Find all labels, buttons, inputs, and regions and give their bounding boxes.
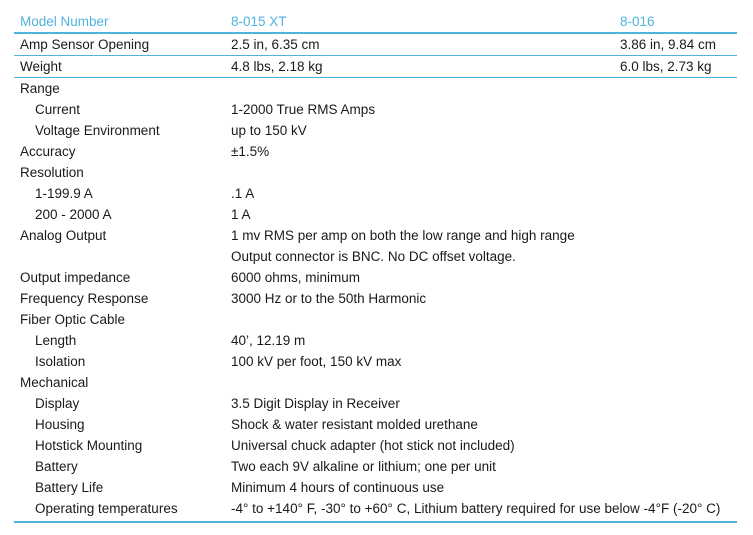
row-value-a: 40’, 12.19 m: [231, 333, 306, 348]
table-row: [14, 99, 737, 120]
row-value-a: 1-2000 True RMS Amps: [231, 102, 376, 117]
row-value-a: Minimum 4 hours of continuous use: [231, 480, 445, 495]
row-value-a: Universal chuck adapter (hot stick not included): [231, 438, 515, 453]
row-label: Accuracy: [20, 144, 76, 159]
table-row: [14, 120, 737, 141]
table-row: [14, 435, 737, 456]
row-label: Range: [20, 81, 60, 96]
table-header: [14, 10, 737, 34]
header-model-a: 8-015 XT: [231, 13, 287, 29]
table-row: [14, 477, 737, 498]
row-label: Frequency Response: [20, 291, 149, 306]
row-label: Mechanical: [20, 375, 89, 390]
table-row: [14, 204, 737, 225]
table-row: [14, 183, 737, 204]
table-row: [14, 267, 737, 288]
row-label: Isolation: [35, 354, 86, 369]
table-row: [14, 498, 737, 519]
row-value-a: 3000 Hz or to the 50th Harmonic: [231, 291, 427, 306]
row-value-a: 4.8 lbs, 2.18 kg: [231, 59, 323, 74]
row-label: Length: [35, 333, 77, 348]
table-row: [14, 309, 737, 330]
row-value-b: 3.86 in, 9.84 cm: [620, 37, 717, 52]
table-row: [14, 351, 737, 372]
row-label: Battery: [35, 459, 78, 474]
row-label: Housing: [35, 417, 85, 432]
row-value-a: 3.5 Digit Display in Receiver: [231, 396, 400, 411]
row-label: Resolution: [20, 165, 84, 180]
row-label: Operating temperatures: [35, 501, 178, 516]
row-label: Analog Output: [20, 228, 107, 243]
table-row: [14, 246, 737, 267]
row-label: 200 - 2000 A: [35, 207, 112, 222]
row-label: 1-199.9 A: [35, 186, 93, 201]
row-value-a: Two each 9V alkaline or lithium; one per unit: [231, 459, 496, 474]
table-row: [14, 34, 737, 56]
table-row: [14, 393, 737, 414]
header-model-b: 8-016: [620, 13, 655, 29]
table-row: [14, 456, 737, 477]
row-value-a: 2.5 in, 6.35 cm: [231, 37, 320, 52]
table-row: [14, 78, 737, 99]
table-row: [14, 330, 737, 351]
table-row: [14, 225, 737, 246]
row-value-a: 1 mv RMS per amp on both the low range and high range: [231, 228, 575, 243]
spec-table: [14, 10, 737, 523]
table-row: [14, 162, 737, 183]
row-label: Amp Sensor Opening: [20, 37, 150, 52]
row-label: Battery Life: [35, 480, 104, 495]
row-label: Weight: [20, 59, 62, 74]
table-row: [14, 288, 737, 309]
row-label: Output impedance: [20, 270, 131, 285]
row-value-a: .1 A: [231, 186, 255, 201]
row-value-a: Shock & water resistant molded urethane: [231, 417, 478, 432]
row-label: Display: [35, 396, 80, 411]
row-value-a: 100 kV per foot, 150 kV max: [231, 354, 402, 369]
row-value-a: 6000 ohms, minimum: [231, 270, 361, 285]
row-value-a: up to 150 kV: [231, 123, 307, 138]
table-row: [14, 141, 737, 162]
row-value-b: 6.0 lbs, 2.73 kg: [620, 59, 712, 74]
table-row: [14, 414, 737, 435]
row-value-a: Output connector is BNC. No DC offset voltage.: [231, 249, 516, 264]
row-value-a: ±1.5%: [231, 144, 270, 159]
table-row: [14, 372, 737, 393]
row-label: Voltage Environment: [35, 123, 160, 138]
header-model-number: Model Number: [20, 13, 109, 29]
row-value-a: 1 A: [231, 207, 251, 222]
table-row: [14, 56, 737, 78]
row-label: Current: [35, 102, 81, 117]
row-label: Fiber Optic Cable: [20, 312, 126, 327]
row-value-a: -4° to +140° F, -30° to +60° C, Lithium battery required for use below -4°F (-20° C): [231, 501, 721, 516]
bottom-divider: [14, 521, 737, 523]
row-label: Hotstick Mounting: [35, 438, 143, 453]
